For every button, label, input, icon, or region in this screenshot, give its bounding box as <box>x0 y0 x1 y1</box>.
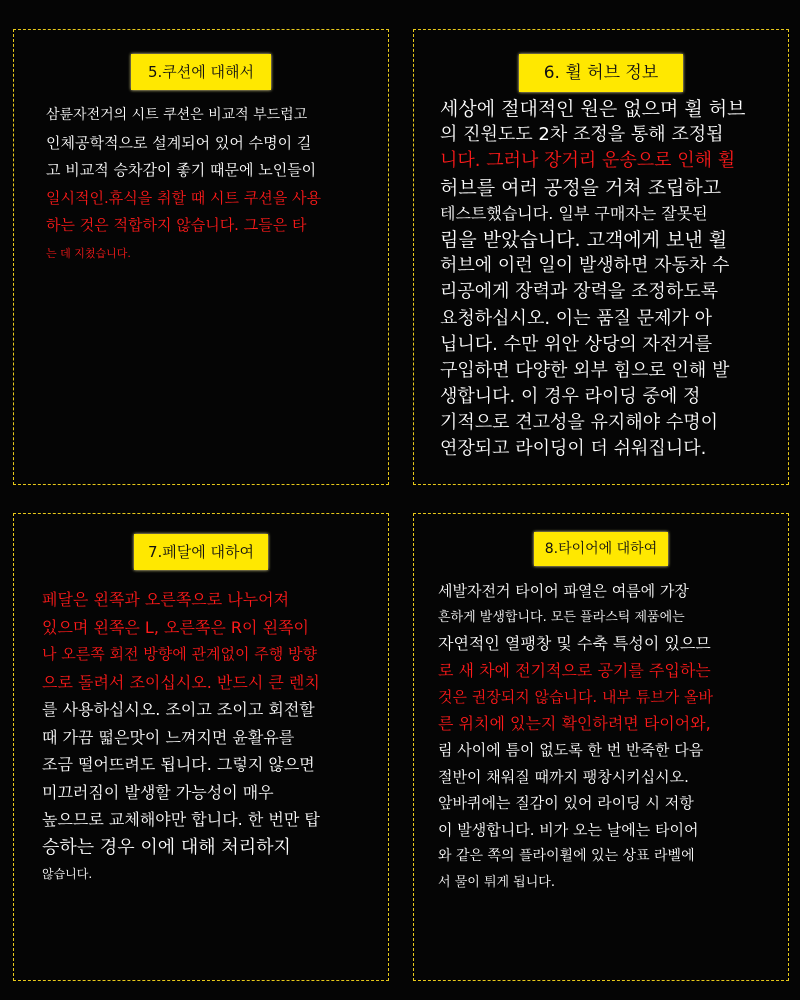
text-line: 자연적인 열팽창 및 수축 특성이 있으므 <box>438 634 711 653</box>
text-line: 승하는 경우 이에 대해 처리하지 <box>42 836 291 858</box>
text-line: 인체공학적으로 설계되어 있어 수명이 길 <box>46 133 312 152</box>
text-line: 서 물이 튀게 됩니다. <box>438 874 555 890</box>
panel-title: 7.페달에 대하여 <box>134 534 268 570</box>
text-line: 의 진원도도 2차 조정을 통해 조정됩 <box>440 124 724 146</box>
text-line: 으로 돌려서 조이십시오. 반드시 큰 렌치 <box>42 672 320 692</box>
text-line: 절반이 채워질 때까지 팽창시키십시오. <box>438 767 689 786</box>
text-line: 세상에 절대적인 원은 없으며 휠 허브 <box>440 98 746 120</box>
text-line: 로 새 차에 전기적으로 공기를 주입하는 <box>438 660 711 680</box>
text-line: 림 사이에 틈이 없도록 한 번 반죽한 다음 <box>438 741 704 759</box>
text-line: 니다. 그러나 장거리 운송으로 인해 휠 <box>440 150 736 172</box>
text-line: 때 가끔 떫은맛이 느껴지면 윤활유를 <box>42 727 295 747</box>
text-line: 조금 떨어뜨려도 됩니다. 그렇지 않으면 <box>42 755 315 774</box>
text-line: 생합니다. 이 경우 라이딩 중에 정 <box>440 386 701 408</box>
text-line: 와 같은 쪽의 플라이휠에 있는 상표 라벨에 <box>438 848 695 864</box>
text-line: 고 비교적 승차감이 좋기 때문에 노인들이 <box>46 161 317 179</box>
text-line: 높으므로 교체해야만 합니다. 한 번만 탑 <box>42 810 320 829</box>
text-line: 닙니다. 수만 위안 상당의 자전거를 <box>440 333 713 355</box>
text-line: 일시적인.휴식을 취할 때 시트 쿠션을 사용 <box>46 188 321 207</box>
panel-pedal <box>13 513 389 981</box>
text-line: 리공에게 장력과 장력을 조정하도록 <box>440 281 718 303</box>
text-line: 는 데 지쳤습니다. <box>46 246 131 260</box>
panel-cushion <box>13 29 389 485</box>
panel-body <box>438 578 713 896</box>
text-line: 삼륜자전거의 시트 쿠션은 비교적 부드럽고 <box>46 107 308 123</box>
text-line: 른 위치에 있는지 확인하려면 타이어와, <box>438 713 711 733</box>
text-line: 있으며 왼쪽은 L, 오른쪽은 R이 왼쪽이 <box>42 617 309 637</box>
panel-body <box>440 96 746 463</box>
panel-tire <box>413 513 789 981</box>
text-line: 미끄러짐이 발생할 가능성이 매우 <box>42 782 274 802</box>
text-line: 연장되고 라이딩이 더 쉬워집니다. <box>440 438 707 460</box>
text-line: 테스트했습니다. 일부 구매자는 잘못된 <box>440 203 708 223</box>
text-line: 세발자전거 타이어 파열은 여름에 가장 <box>438 582 689 600</box>
panel-body <box>42 586 320 889</box>
text-line: 요청하십시오. 이는 품질 문제가 아 <box>440 307 713 329</box>
text-line: 하는 것은 적합하지 않습니다. 그들은 타 <box>46 216 307 234</box>
text-line: 구입하면 다양한 외부 힘으로 인해 발 <box>440 359 730 381</box>
text-line: 앞바퀴에는 질감이 있어 라이딩 시 저항 <box>438 794 694 812</box>
text-line: 허브에 이런 일이 발생하면 자동차 수 <box>440 255 730 277</box>
text-line: 않습니다. <box>42 867 93 881</box>
panel-title: 8.타이어에 대하여 <box>534 532 668 566</box>
panel-wheel-hub <box>413 29 789 485</box>
panel-body <box>46 102 321 267</box>
text-line: 흔하게 발생합니다. 모든 플라스틱 제품에는 <box>438 609 685 625</box>
text-line: 를 사용하십시오. 조이고 조이고 회전할 <box>42 700 315 719</box>
panel-title: 6. 휠 허브 정보 <box>519 54 683 92</box>
text-line: 것은 권장되지 않습니다. 내부 튜브가 올바 <box>438 688 713 706</box>
text-line: 림을 받았습니다. 고객에게 보낸 휠 <box>440 228 728 251</box>
text-line: 기적으로 견고성을 유지해야 수명이 <box>440 412 718 434</box>
text-line: 페달은 왼쪽과 오른쪽으로 나누어져 <box>42 590 290 609</box>
text-line: 이 발생합니다. 비가 오는 날에는 타이어 <box>438 820 699 839</box>
text-line: 나 오른쪽 회전 방향에 관계없이 주행 방향 <box>42 645 317 663</box>
text-line: 허브를 여러 공정을 거쳐 조립하고 <box>440 176 722 199</box>
panel-title: 5.쿠션에 대해서 <box>131 54 271 90</box>
